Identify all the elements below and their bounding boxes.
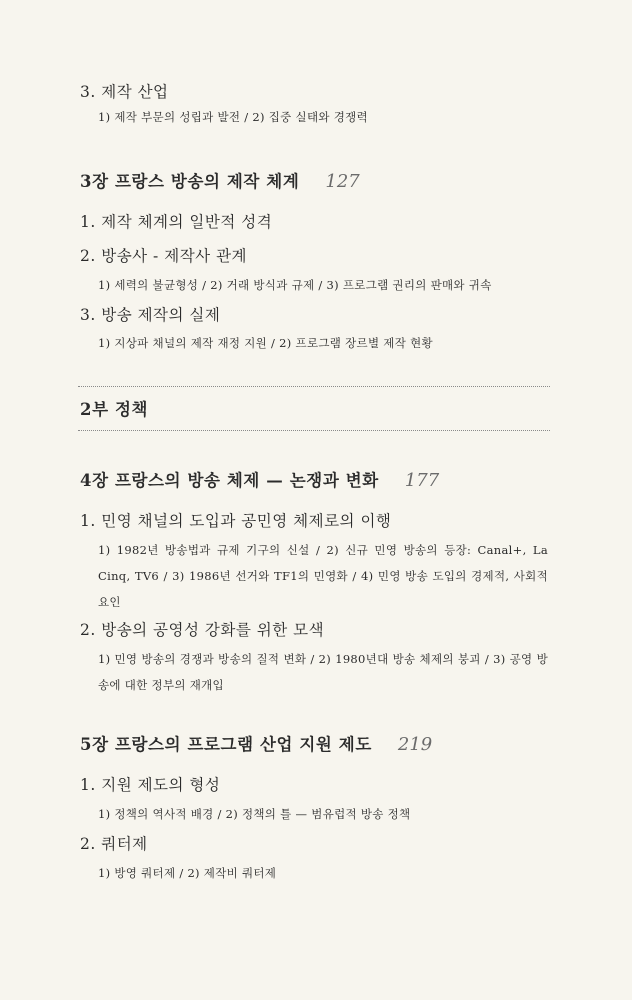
chapter-5-page: 219 (397, 734, 433, 755)
chapter-3-page: 127 (325, 171, 360, 192)
chapter-3-section-3: 3. 방송 제작의 실제 (80, 306, 221, 324)
chapter-5-section-1-sub: 1) 정책의 역사적 배경 / 2) 정책의 틀 — 범유럽적 방송 정책 (98, 807, 411, 821)
chapter-4-title: 4장 프랑스의 방송 체제 — 논쟁과 변화 (80, 471, 379, 490)
chapter-3-heading (80, 168, 360, 192)
chapter-5-section-2-sub: 1) 방영 쿼터제 / 2) 제작비 쿼터제 (98, 866, 277, 880)
chapter-4-section-1-sub: 1) 1982년 방송법과 규제 기구의 신설 / 2) 신규 민영 방송의 등장: Canal+, La Cinq, TV6 / 3) 1986년 선거와 TF1의 민영화 / 4) 민영 방송 도입의 경제적, 사회적 요인 (98, 543, 548, 609)
chapter-3-section-2: 2. 방송사 - 제작사 관계 (80, 247, 248, 265)
chapter-5-section-2: 2. 쿼터제 (80, 835, 148, 853)
toc-section-3-3: 3. 제작 산업 (80, 83, 169, 101)
chapter-4-section-2: 2. 방송의 공영성 강화를 위한 모색 (80, 621, 325, 639)
toc-subsection-3-3: 1) 제작 부문의 성립과 발전 / 2) 집중 실태와 경쟁력 (98, 110, 368, 124)
chapter-5-title: 5장 프랑스의 프로그램 산업 지원 제도 (80, 735, 372, 754)
chapter-4-page: 177 (404, 470, 440, 491)
chapter-5-section-1: 1. 지원 제도의 형성 (80, 776, 221, 794)
part-2-title: 2부 정책 (80, 400, 149, 419)
chapter-3-title: 3장 프랑스 방송의 제작 체계 (80, 172, 300, 191)
chapter-5-heading (80, 731, 432, 755)
divider-top (78, 386, 550, 387)
chapter-3-section-2-sub: 1) 세력의 불균형성 / 2) 거래 방식과 규제 / 3) 프로그램 권리의 판매와 귀속 (98, 278, 492, 292)
chapter-3-section-3-sub: 1) 지상파 채널의 제작 재정 지원 / 2) 프로그램 장르별 제작 현황 (98, 336, 433, 350)
chapter-4-heading (80, 467, 439, 491)
chapter-3-section-1: 1. 제작 체계의 일반적 성격 (80, 213, 273, 231)
divider-bottom (78, 430, 550, 431)
chapter-4-section-1: 1. 민영 채널의 도입과 공민영 체제로의 이행 (80, 512, 392, 530)
chapter-4-section-2-sub: 1) 민영 방송의 경쟁과 방송의 질적 변화 / 2) 1980년대 방송 체제의 붕괴 / 3) 공영 방송에 대한 정부의 재개입 (98, 652, 548, 692)
